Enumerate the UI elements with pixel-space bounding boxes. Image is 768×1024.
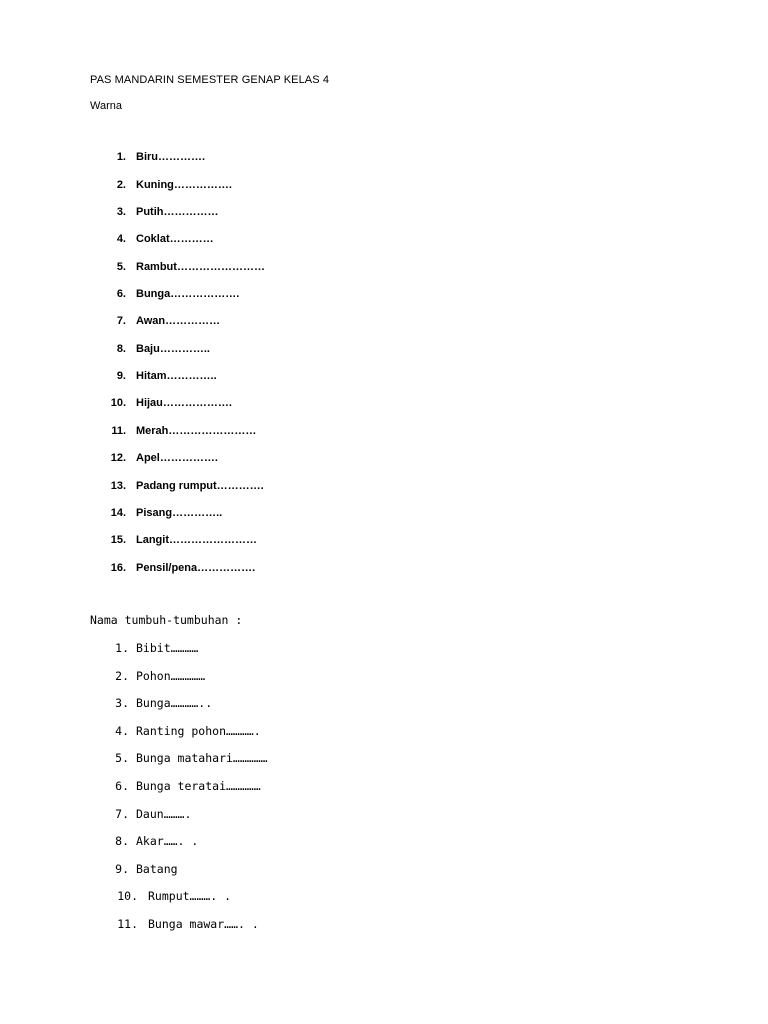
- item-number: 13.: [110, 480, 126, 492]
- item-text: Baju…………..: [136, 343, 210, 355]
- item-text: Apel…………….: [136, 452, 218, 464]
- item-text: Langit……………………: [136, 534, 257, 546]
- item-number: 8.: [116, 343, 126, 355]
- item-number: 16.: [110, 562, 126, 574]
- item-text: Akar……. .: [136, 834, 199, 848]
- item-text: Bunga matahari……………: [136, 751, 268, 765]
- item-text: Coklat…………: [136, 233, 214, 245]
- item-text: Bunga…………..: [136, 696, 213, 710]
- item-number: 8.: [115, 834, 129, 848]
- item-text: Ranting pohon………….: [136, 724, 261, 738]
- item-number: 9.: [115, 862, 129, 876]
- item-number: 4.: [115, 724, 129, 738]
- item-text: Hijau……………….: [136, 397, 232, 409]
- item-number: 12.: [110, 452, 126, 464]
- item-number: 6.: [115, 779, 129, 793]
- item-number: 2.: [115, 669, 129, 683]
- item-text: Rumput………. .: [148, 889, 232, 903]
- item-number: 11.: [117, 917, 138, 931]
- item-text: Bunga teratai……………: [136, 779, 261, 793]
- item-number: 7.: [115, 807, 129, 821]
- item-text: Bibit…………: [136, 641, 199, 655]
- item-text: Merah……………………: [136, 425, 257, 437]
- item-text: Putih……………: [136, 206, 219, 218]
- item-number: 3.: [115, 696, 129, 710]
- item-number: 2.: [116, 179, 126, 191]
- item-text: Daun……….: [136, 807, 192, 821]
- item-number: 10.: [117, 889, 138, 903]
- item-text: Rambut……………………: [136, 261, 265, 273]
- item-text: Bunga……………….: [136, 288, 240, 300]
- item-number: 3.: [116, 206, 126, 218]
- item-number: 5.: [115, 751, 129, 765]
- item-text: Pisang…………..: [136, 507, 223, 519]
- item-text: Batang: [136, 862, 178, 876]
- item-text: Biru………….: [136, 151, 206, 163]
- item-text: Hitam…………..: [136, 370, 217, 382]
- item-text: Awan……………: [136, 315, 221, 327]
- item-number: 15.: [110, 534, 126, 546]
- item-number: 10.: [110, 397, 126, 409]
- item-text: Pohon……………: [136, 669, 206, 683]
- item-number: 9.: [116, 370, 126, 382]
- item-number: 5.: [116, 261, 126, 273]
- item-number: 6.: [116, 288, 126, 300]
- section-heading-plants: Nama tumbuh-tumbuhan :: [90, 613, 243, 627]
- item-text: Pensil/pena…………….: [136, 562, 256, 574]
- item-text: Kuning…………….: [136, 179, 232, 191]
- item-number: 1.: [115, 641, 129, 655]
- section-heading-warna: Warna: [90, 100, 122, 112]
- item-text: Padang rumput………….: [136, 480, 264, 492]
- item-number: 11.: [111, 425, 126, 437]
- item-number: 4.: [116, 233, 126, 245]
- item-number: 14.: [110, 507, 126, 519]
- item-number: 7.: [116, 315, 126, 327]
- item-text: Bunga mawar……. .: [148, 917, 259, 931]
- item-number: 1.: [116, 151, 126, 163]
- document-title: PAS MANDARIN SEMESTER GENAP KELAS 4: [90, 74, 330, 86]
